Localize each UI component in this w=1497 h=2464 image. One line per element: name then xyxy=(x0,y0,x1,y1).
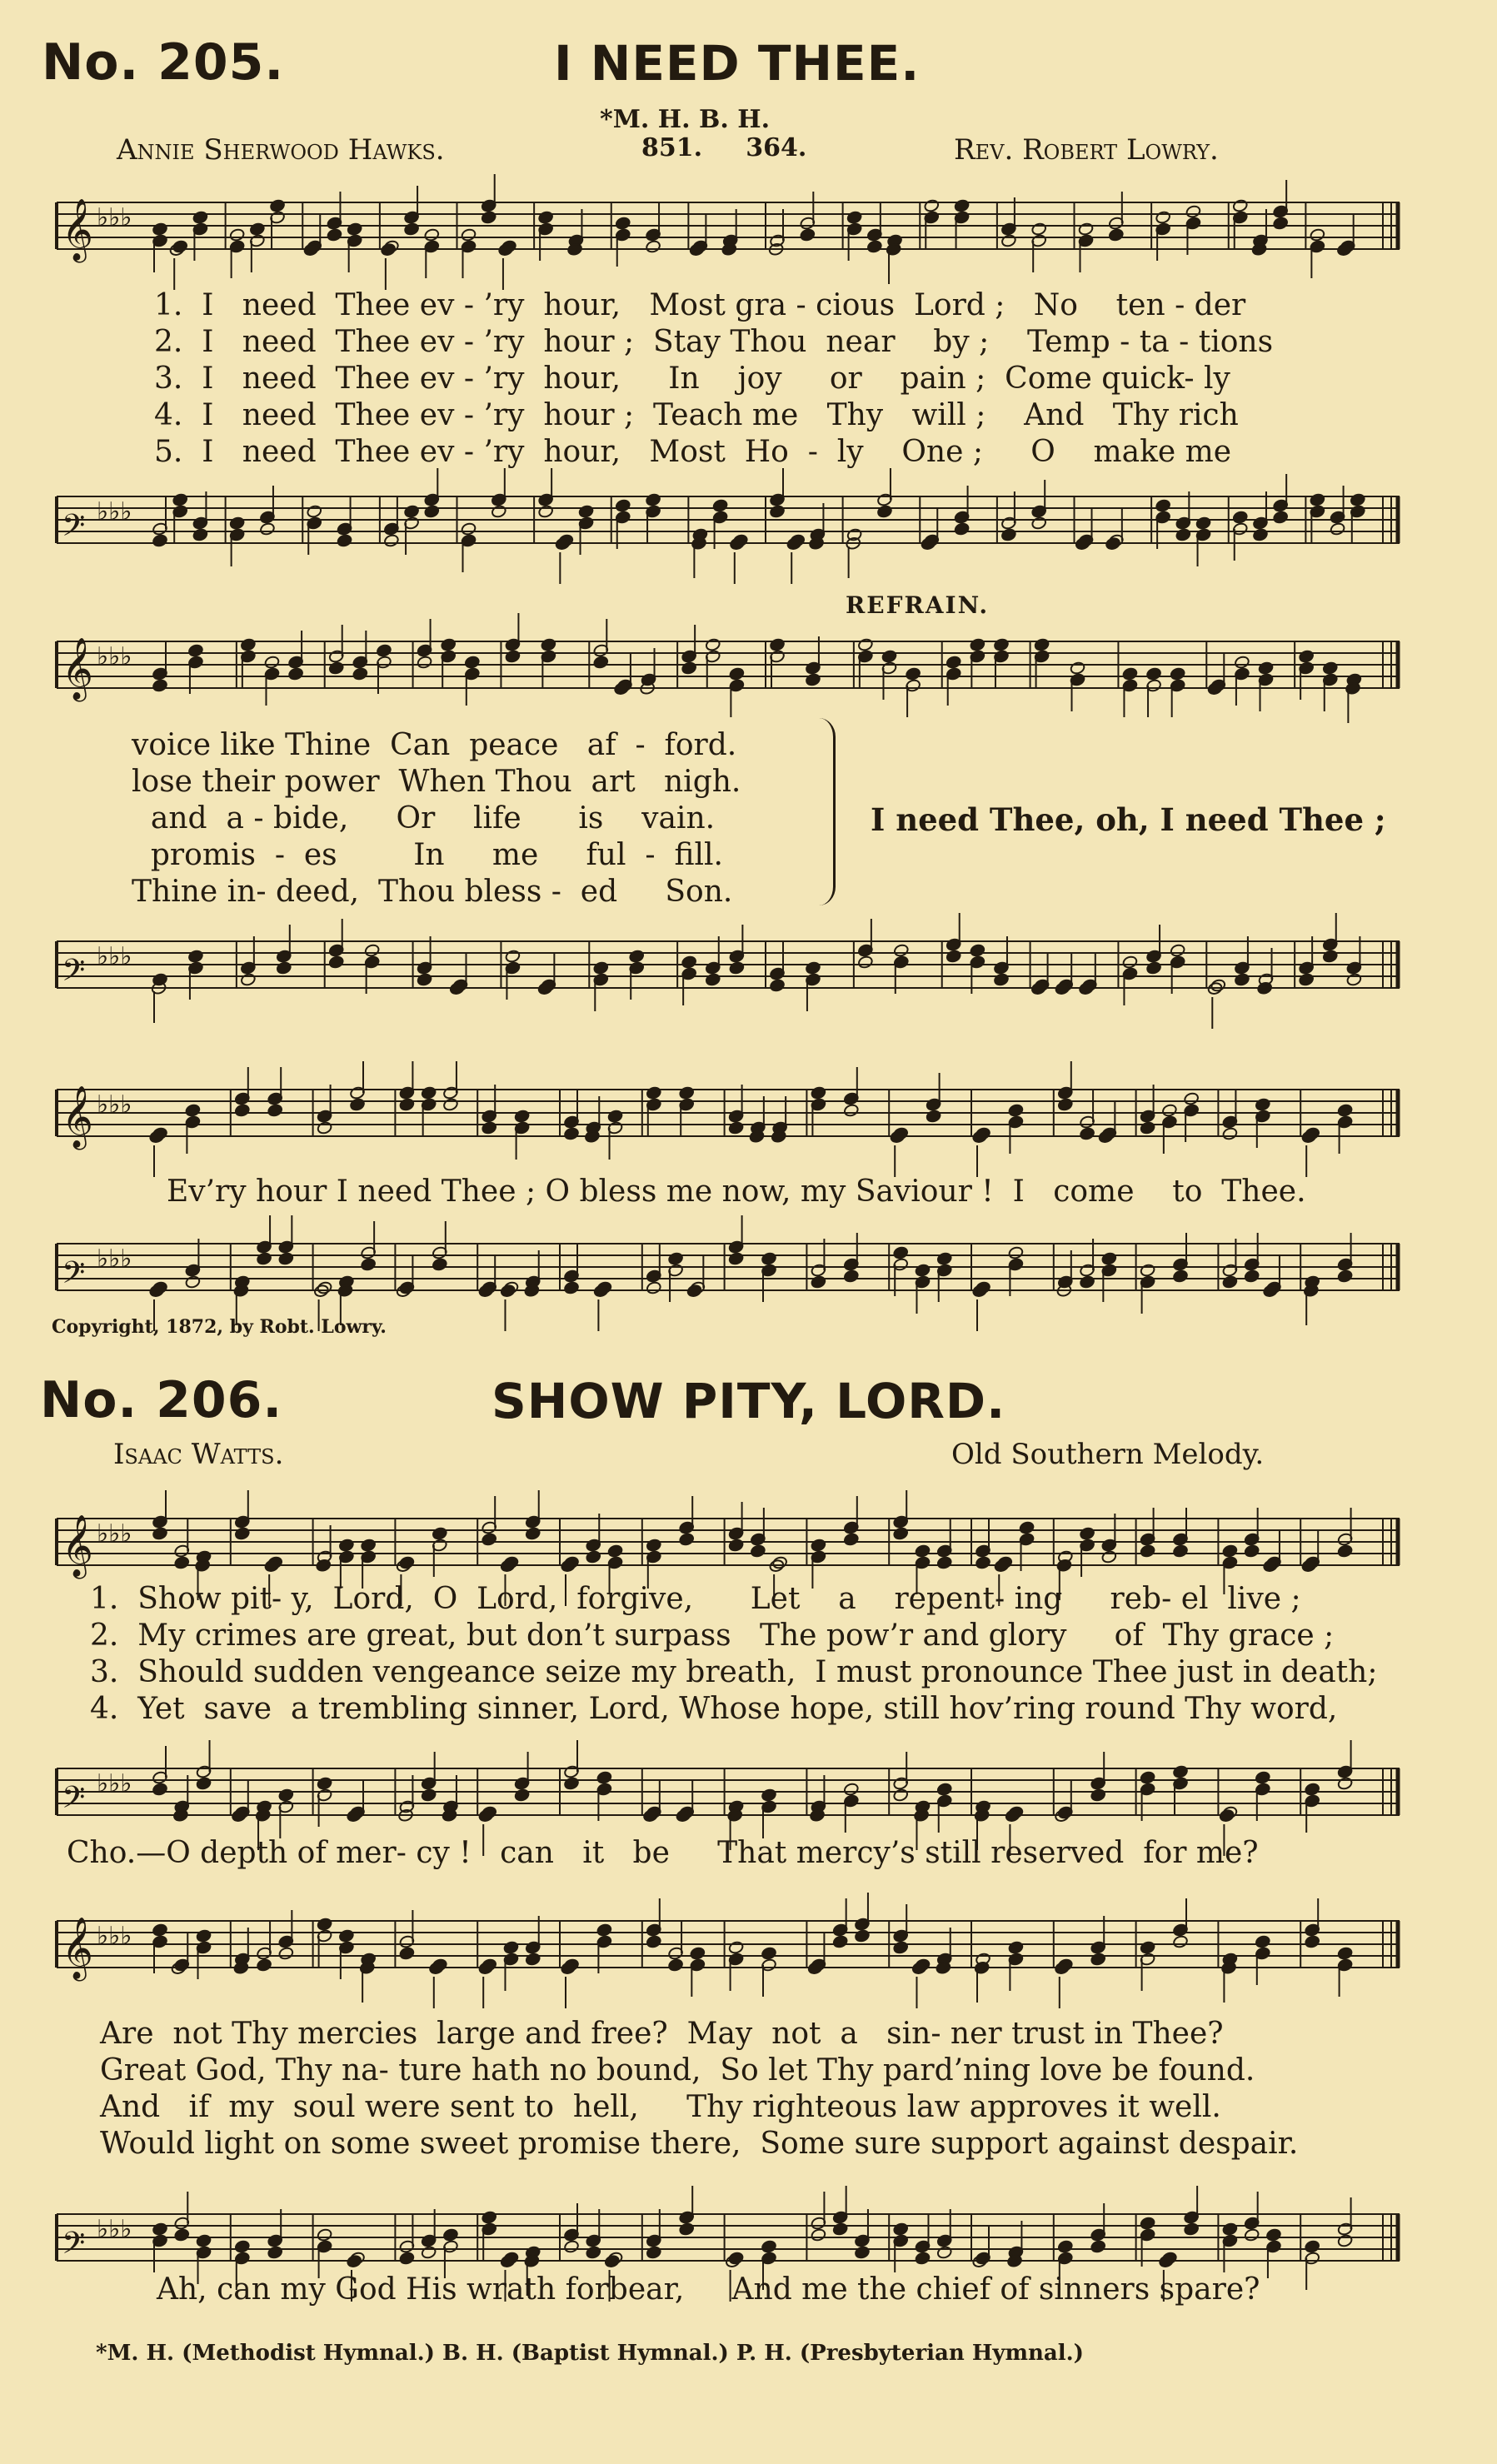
hymn-205-title: I NEED THEE. xyxy=(554,35,921,92)
svg-text:𝄞: 𝄞 xyxy=(62,638,93,700)
svg-text:♭♭♭: ♭♭♭ xyxy=(97,1769,132,1798)
verse-line: 3. Should sudden vengeance seize my breath, I must pronounce Thee just in death; xyxy=(90,1655,1378,1689)
chorus-lyric: Ah, can my God His wrath forbear, And me the chief of sinners spare? xyxy=(157,2272,1260,2307)
svg-text:𝄞: 𝄞 xyxy=(62,1086,93,1148)
verse-line: 4. I need Thee ev - ’ry hour ; Teach me Thy will ; And Thy rich xyxy=(154,398,1239,432)
staff-bass xyxy=(57,1753,1400,1837)
verse-brace xyxy=(808,718,836,905)
svg-text:𝄢: 𝄢 xyxy=(62,953,86,995)
verse-line: 3. I need Thee ev - ’ry hour, In joy or pain ; Come quick- ly xyxy=(154,362,1230,396)
hymn-206-composer: Old Southern Melody. xyxy=(951,1438,1265,1471)
hymnal-footnote: *M. H. (Methodist Hymnal.) B. H. (Baptist Hymnal.) P. H. (Presbyterian Hymnal.) xyxy=(96,2341,1084,2366)
staff-bass xyxy=(57,481,1400,565)
copyright-notice: Copyright, 1872, by Robt. Lowry. xyxy=(52,1316,387,1338)
verse-line: 5. I need Thee ev - ’ry hour, Most Ho - ly One ; O make me xyxy=(154,435,1232,469)
verse-line: 1. I need Thee ev - ’ry hour, Most gra - cious Lord ; No ten - der xyxy=(154,288,1246,322)
verses-block xyxy=(132,727,741,910)
verse-line: voice like Thine Can peace af - ford. xyxy=(132,728,737,762)
verse-line: Are not Thy mercies large and free? May not a sin- ner trust in Thee? xyxy=(100,2017,1224,2051)
hymn-205-author: Annie Sherwood Hawks. xyxy=(117,133,445,167)
hymn-206-number: No. 206. xyxy=(40,1371,283,1429)
svg-text:𝄞: 𝄞 xyxy=(62,1918,93,1979)
hymnal-refs-label: *M. H. B. H. xyxy=(600,105,771,134)
svg-text:♭♭♭: ♭♭♭ xyxy=(97,203,132,232)
refrain-label: REFRAIN. xyxy=(846,591,990,619)
svg-text:♭♭♭: ♭♭♭ xyxy=(97,942,132,971)
svg-text:♭♭♭: ♭♭♭ xyxy=(97,1922,132,1951)
refrain-lyric: I need Thee, oh, I need Thee ; xyxy=(871,801,1386,838)
svg-text:♭♭♭: ♭♭♭ xyxy=(97,1244,132,1274)
svg-text:♭♭♭: ♭♭♭ xyxy=(97,1090,132,1120)
verses-block xyxy=(154,287,1273,471)
staff-treble xyxy=(57,187,1400,271)
svg-text:♭♭♭: ♭♭♭ xyxy=(97,642,132,671)
verses-block xyxy=(90,1581,1377,1728)
chorus-lyric: Cho.—O depth of mer- cy ! can it be That mercy’s still reserved for me? xyxy=(67,1836,1259,1870)
verse-line: 2. My crimes are great, but don’t surpass The pow’r and glory of Thy grace ; xyxy=(90,1619,1335,1653)
hymn-205-composer: Rev. Robert Lowry. xyxy=(954,133,1219,167)
verse-line: 1. Show pit- y, Lord, O Lord, forgive, Let a repent- ing reb- el live ; xyxy=(90,1582,1301,1616)
verses-block xyxy=(100,2016,1298,2162)
verse-line: 2. I need Thee ev - ’ry hour ; Stay Thou near by ; Temp - ta - tions xyxy=(154,325,1274,359)
hymn-206-author: Isaac Watts. xyxy=(113,1438,284,1471)
svg-text:𝄢: 𝄢 xyxy=(62,2226,86,2268)
svg-text:♭♭♭: ♭♭♭ xyxy=(97,497,132,526)
svg-text:𝄢: 𝄢 xyxy=(62,1255,86,1298)
hymn-205-number: No. 205. xyxy=(42,33,285,92)
refrain-lyric: Ev’ry hour I need Thee ; O bless me now, my Saviour ! I come to Thee. xyxy=(167,1175,1306,1209)
verse-line: Would light on some sweet promise there, Some sure support against despair. xyxy=(100,2127,1299,2161)
hymn-206-title: SHOW PITY, LORD. xyxy=(492,1373,1006,1429)
staff-bass xyxy=(57,926,1400,1010)
staff-treble xyxy=(57,626,1400,710)
svg-text:𝄞: 𝄞 xyxy=(62,1515,93,1577)
verse-line: and a - bide, Or life is vain. xyxy=(132,801,716,835)
svg-text:♭♭♭: ♭♭♭ xyxy=(97,1519,132,1549)
svg-text:𝄢: 𝄢 xyxy=(62,508,86,551)
verse-line: 4. Yet save a trembling sinner, Lord, Whose hope, still hov’ring round Thy word, xyxy=(90,1692,1338,1726)
staff-bass xyxy=(57,2199,1400,2282)
staff-bass xyxy=(57,1229,1400,1312)
hymnal-refs-numbers: 851. 364. xyxy=(641,133,807,162)
svg-text:𝄞: 𝄞 xyxy=(62,199,93,261)
staff-treble xyxy=(57,1075,1400,1158)
staff-treble xyxy=(57,1504,1400,1587)
verse-line: Thine in- deed, Thou bless - ed Son. xyxy=(132,875,733,909)
svg-text:𝄢: 𝄢 xyxy=(62,1780,86,1823)
staff-treble xyxy=(57,1906,1400,1989)
verse-line: promis - es In me ful - fill. xyxy=(132,838,723,872)
svg-text:♭♭♭: ♭♭♭ xyxy=(97,2215,132,2244)
verse-line: lose their power When Thou art nigh. xyxy=(132,765,741,799)
verse-line: Great God, Thy na- ture hath no bound, So let Thy pard’ning love be found. xyxy=(100,2053,1255,2087)
verse-line: And if my soul were sent to hell, Thy righteous law approves it well. xyxy=(100,2090,1221,2124)
